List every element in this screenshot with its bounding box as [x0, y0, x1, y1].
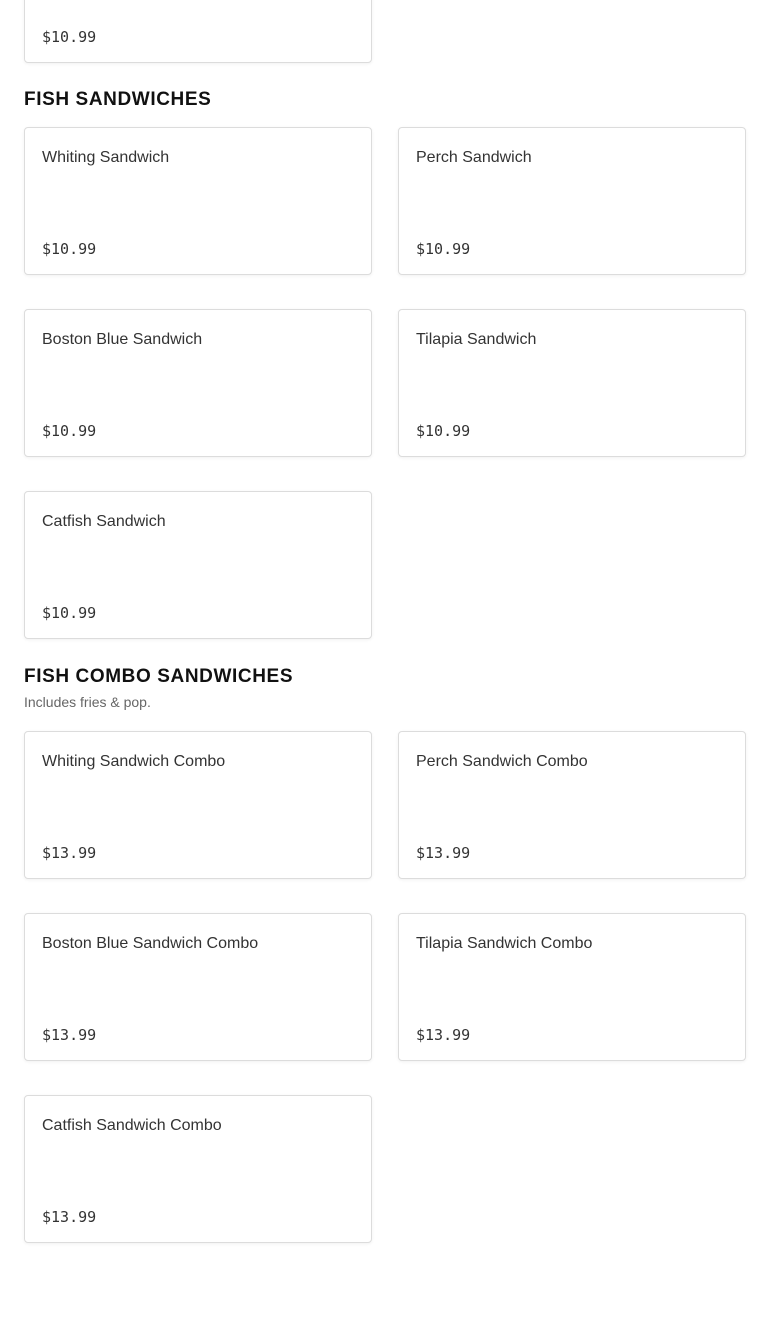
menu-item-name: Tilapia Sandwich: [416, 331, 537, 348]
menu-item-card-boston-blue-sandwich-combo[interactable]: [24, 913, 372, 1061]
menu-item-card-boston-blue-sandwich[interactable]: [24, 309, 372, 457]
menu-item-name: Catfish Sandwich Combo: [42, 1117, 222, 1134]
menu-item-card-tilapia-sandwich[interactable]: [398, 309, 746, 457]
menu-item-price: $10.99: [42, 604, 97, 622]
menu-item-name: Perch Sandwich: [416, 149, 532, 166]
section-title-fish-sandwiches: FISH SANDWICHES: [24, 89, 212, 110]
menu-item-price: $10.99: [416, 240, 471, 258]
menu-item-card-whiting-sandwich-combo[interactable]: [24, 731, 372, 879]
menu-item-price: $13.99: [42, 1208, 97, 1226]
menu-item-card-catfish-sandwich-combo[interactable]: [24, 1095, 372, 1243]
fish-sandwiches-grid: [24, 127, 746, 639]
menu-item-price: $10.99: [42, 28, 97, 46]
menu-item-price: $13.99: [42, 844, 97, 862]
previous-section-grid: [24, 0, 746, 63]
menu-item-card-whiting-sandwich[interactable]: [24, 127, 372, 275]
menu-item-name: Boston Blue Sandwich Combo: [42, 935, 259, 952]
menu-item-card-catfish-sandwich[interactable]: [24, 491, 372, 639]
menu-item-card-perch-sandwich-combo[interactable]: [398, 731, 746, 879]
menu-item-price: $10.99: [42, 240, 97, 258]
menu-item-price: $13.99: [416, 1026, 471, 1044]
menu-item-price: $10.99: [42, 422, 97, 440]
menu-item-price: $10.99: [416, 422, 471, 440]
menu-item-name: Whiting Sandwich: [42, 149, 170, 166]
menu-item-price: $13.99: [416, 844, 471, 862]
menu-item-card-partial-top[interactable]: [24, 0, 372, 63]
menu-item-name: Whiting Sandwich Combo: [42, 753, 226, 770]
menu-item-price: $13.99: [42, 1026, 97, 1044]
menu-item-name: Perch Sandwich Combo: [416, 753, 588, 770]
fish-combo-sandwiches-grid: [24, 731, 746, 1243]
menu-item-card-perch-sandwich[interactable]: [398, 127, 746, 275]
menu-item-name: Boston Blue Sandwich: [42, 331, 203, 348]
menu-item-name: Catfish Sandwich: [42, 513, 166, 530]
section-subtitle: Includes fries & pop.: [24, 694, 151, 710]
section-title-fish-combo-sandwiches: FISH COMBO SANDWICHES: [24, 666, 294, 687]
menu-item-card-tilapia-sandwich-combo[interactable]: [398, 913, 746, 1061]
menu-item-name: Tilapia Sandwich Combo: [416, 935, 593, 952]
